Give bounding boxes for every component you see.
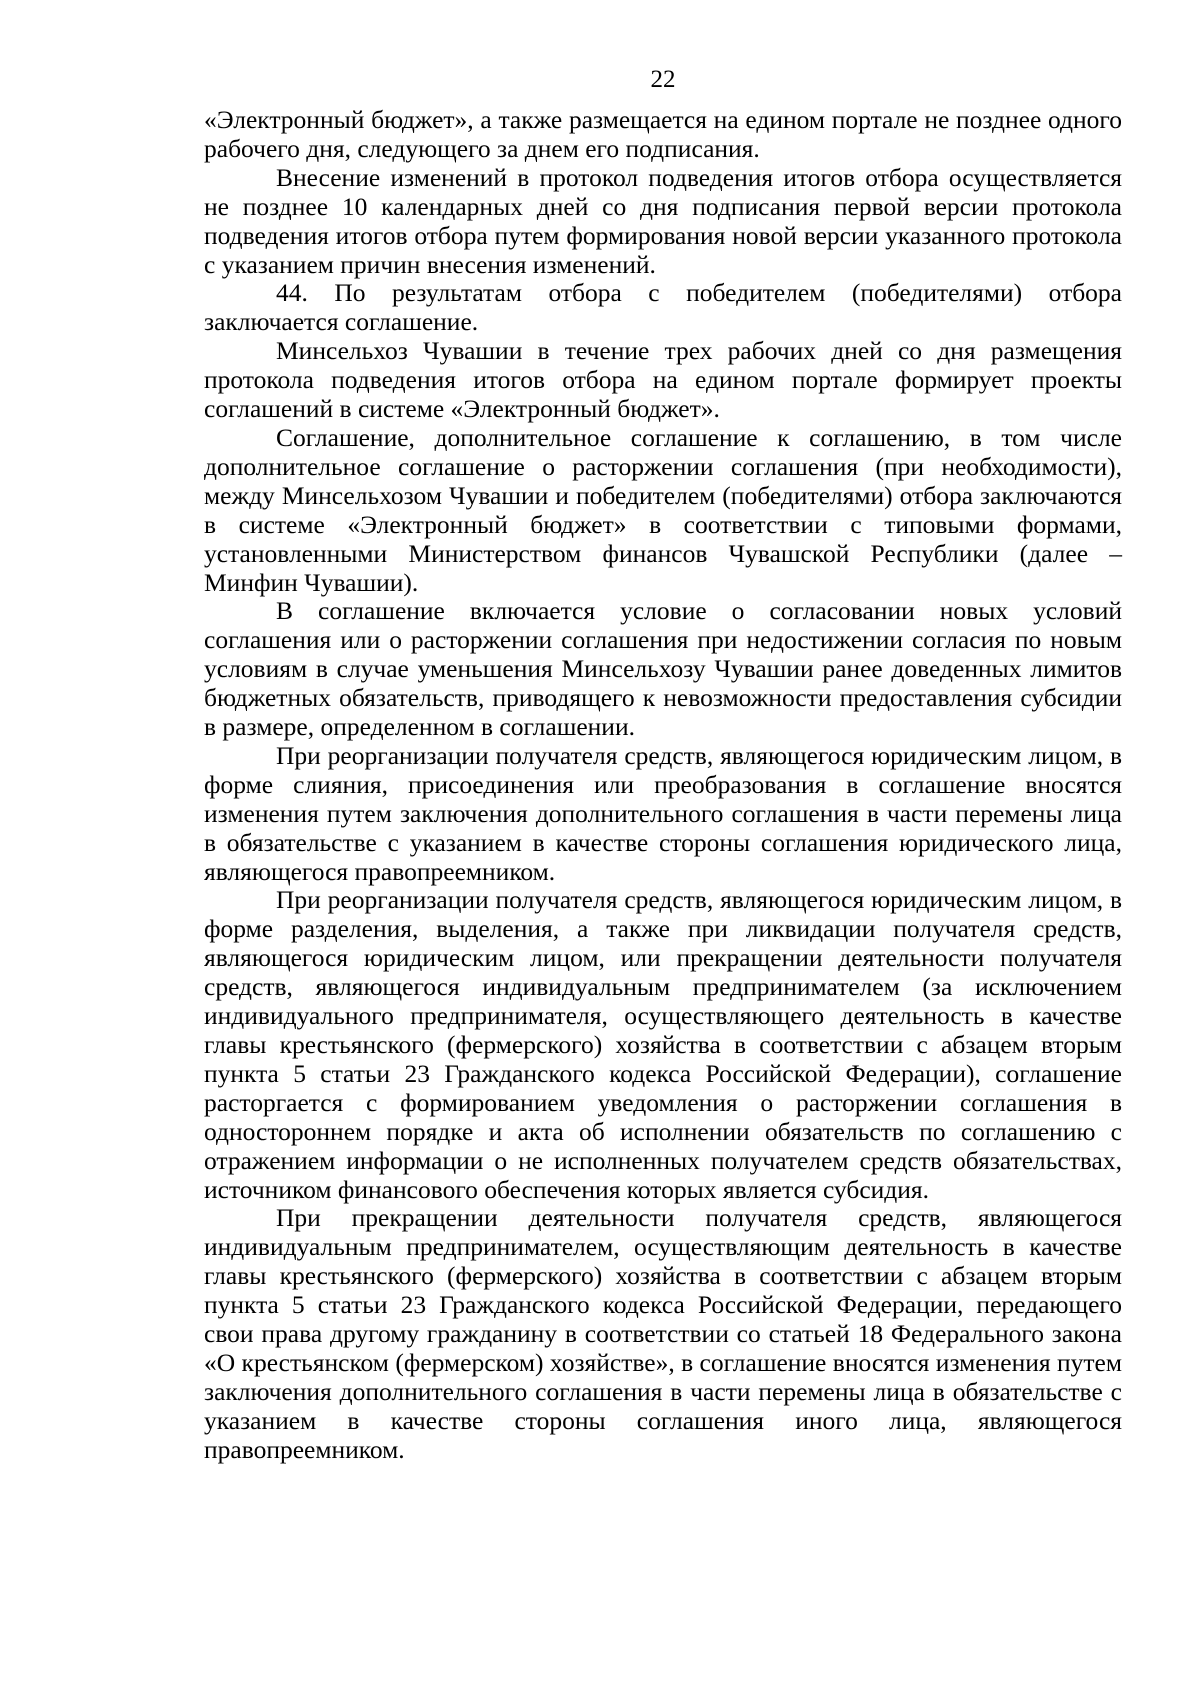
paragraph: 44. По результатам отбора с победителем (победителями) отбора заключается соглашение. bbox=[204, 278, 1122, 337]
document-page bbox=[204, 66, 1122, 1465]
paragraph: Внесение изменений в протокол подведения итогов отбора осуществляется не позднее 10 календарных дней со дня подписания первой версии протокола подведения итогов отбора путем формирования новой версии указанного протокола с указанием причин внесения изменений. bbox=[204, 162, 1122, 279]
document-body bbox=[204, 106, 1122, 1465]
paragraph: Минсельхоз Чувашии в течение трех рабочих дней со дня размещения протокола подведения итогов отбора на едином портале формирует проекты соглашений в системе «Электронный бюджет». bbox=[204, 336, 1122, 424]
paragraph: В соглашение включается условие о согласовании новых условий соглашения или о расторжении соглашения при недостижении согласия по новым условиям в случае уменьшения Минсельхозу Чувашии ранее доведенных лимитов бюджетных обязательств, приводящего к невозможности предоставления субсидии в размере, определенном в соглашении. bbox=[204, 596, 1122, 742]
paragraph: При реорганизации получателя средств, являющегося юридическим лицом, в форме разделения, выделения, а также при ликвидации получателя средств, являющегося юридическим лицом, или прекращении деятельности получателя средств, являющегося индивидуальным предпринимателем (за исключением индивидуального предпринимателя, осуществляющего деятельность в качестве главы крестьянского (фермерского) хозяйства в соответствии с абзацем вторым пункта 5 статьи 23 Гражданского кодекса Российской Федерации), соглашение расторгается с формированием уведомления о расторжении соглашения в одностороннем порядке и акта об исполнении обязательств по соглашению с отражением информации о не исполненных получателем средств обязательствах, источником финансового обеспечения которых является субсидия. bbox=[204, 885, 1122, 1204]
paragraph: «Электронный бюджет», а также размещается на едином портале не позднее одного рабочего дня, следующего за днем его подписания. bbox=[204, 105, 1122, 163]
paragraph: Соглашение, дополнительное соглашение к соглашению, в том числе дополнительное соглашение о расторжении соглашения (при необходимости), между Минсельхозом Чувашии и победителем (победителями) отбора заключаются в системе «Электронный бюджет» в соответствии с типовыми формами, установленными Министерством финансов Чувашской Республики (далее – Минфин Чувашии). bbox=[204, 422, 1122, 597]
paragraph: При реорганизации получателя средств, являющегося юридическим лицом, в форме слияния, присоединения или преобразования в соглашение вносятся изменения путем заключения дополнительного соглашения в части перемены лица в обязательстве с указанием в качестве стороны соглашения юридического лица, являющегося правопреемником. bbox=[204, 740, 1122, 886]
page-number: 22 bbox=[650, 66, 676, 93]
paragraph: При прекращении деятельности получателя средств, являющегося индивидуальным предпринимателем, осуществляющим деятельность в качестве главы крестьянского (фермерского) хозяйства в соответствии с абзацем вторым пункта 5 статьи 23 Гражданского кодекса Российской Федерации, передающего свои права другому гражданину в соответствии со статьей 18 Федерального закона «О крестьянском (фермерском) хозяйстве», в соглашение вносятся изменения путем заключения дополнительного соглашения в части перемены лица в обязательстве с указанием в качестве стороны соглашения иного лица, являющегося правопреемником. bbox=[204, 1203, 1122, 1464]
